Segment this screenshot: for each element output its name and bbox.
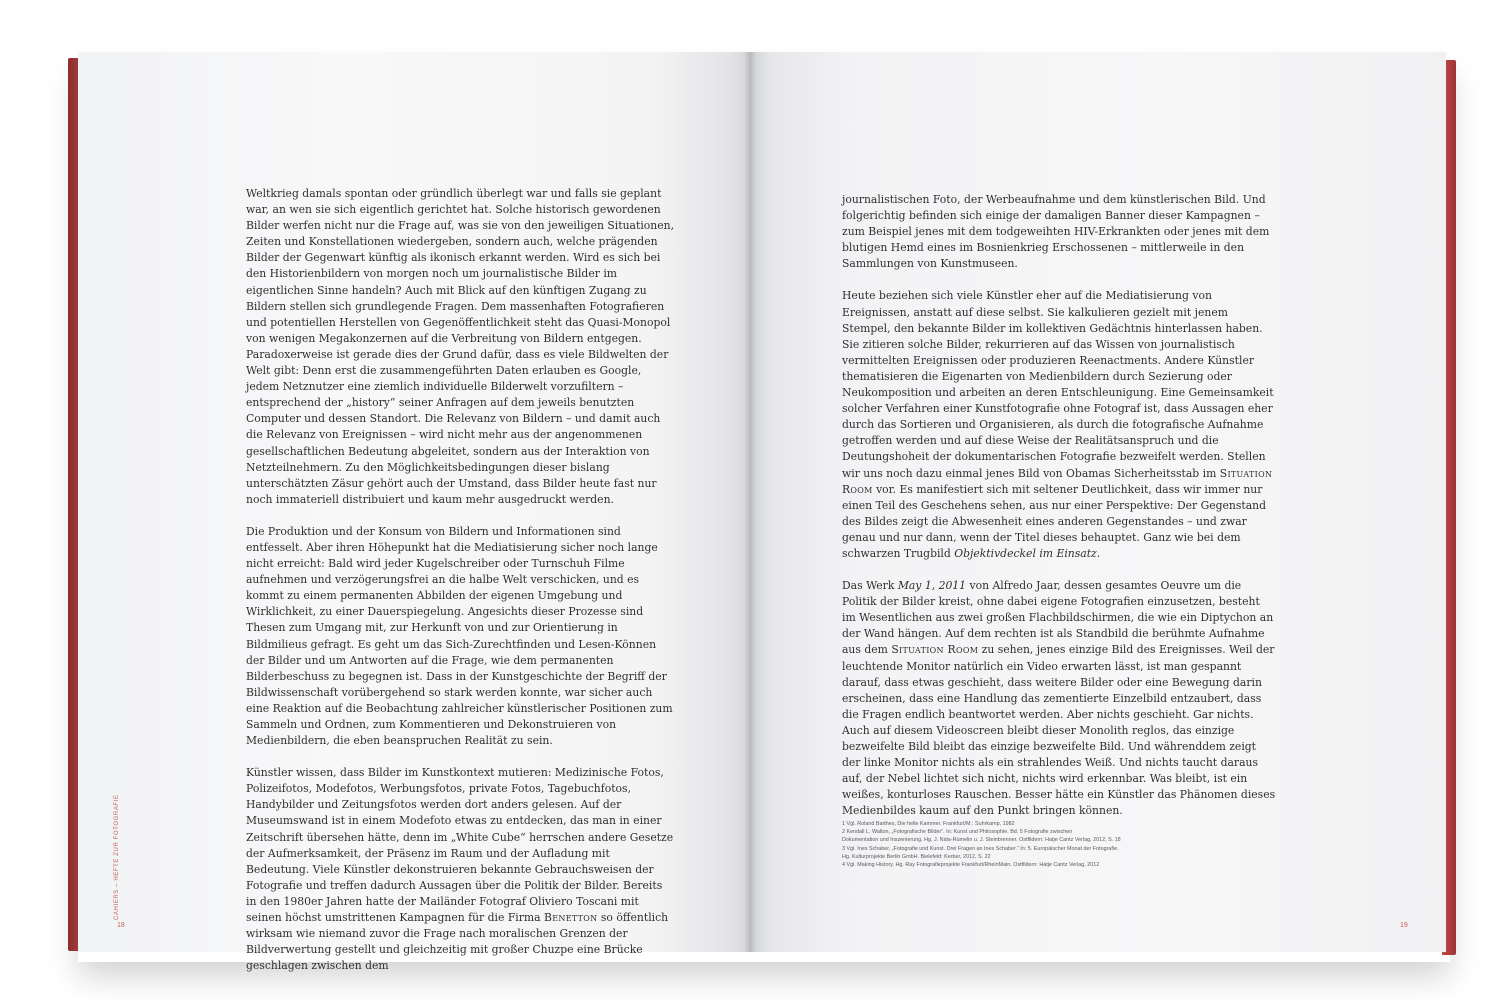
running-head: CAHIERS – HEFTE ZUR FOTOGRAFIE <box>114 794 120 920</box>
right-p2-smallcaps: Situation Room <box>842 466 1273 496</box>
footnote-line: 2 Kendall L. Walton, „Fotografische Bilder“. In: Kunst und Philosophie. Bd. 5 Fotografie zwischen <box>842 829 1073 836</box>
left-p3-text-a: Künstler wissen, dass Bilder im Kunstkontext mutieren: Medizinische Fotos, Polizeifotos, Modefotos, Werbungsfotos, private Fotos, Tagebuchfotos, Handybilder und Zeitungsfotos werden dort anders gelesen. Auf der Museumswand ist in einem Modefoto etwas zu entdecken, das man in einer Zeitschrift übersehen hätte, denn im „White Cube“ herrschen andere Gesetze der Aufmerksamkeit, der Präsenz im Raum und der Aufladung mit Bedeutung. Viele Künstler dekonstruieren bekannte Gebrauchsweisen der Fotografie und treffen dadurch Aussagen über die Politik der Bilder. Bereits in den 1980er Jahren hatte der Mailänder Fotograf Oliviero Toscani mit seinen höchst umstrittenen Kampagnen für die Firma <box>246 766 674 925</box>
right-page-body <box>842 192 1276 835</box>
right-p3-text-c: zu sehen, jenes einzige Bild des Ereignisses. Weil der leuchtende Monitor natürlich ein Video erwarten lässt, ist man gespannt darauf, dass etwas geschieht, dass weitere Bilder oder eine Bewegung darin erscheinen, dass eine Handlung das zementierte Einzelbild entzaubert, dass die Fragen endlich beantwortet werden. Aber nichts geschieht. Gar nichts. Auch auf diesem Videoscreen bleibt dieser Monolith reglos, das einzige bezweifelte Bild bleibt das einzige bezweifelte Bild. Und währenddem zeigt der linke Monitor nichts als ein strahlendes Weiß. Und nichts taucht daraus auf, der Nebel lichtet sich nicht, nichts wird erkennbar. Was bleibt, ist ein weißes, konturloses Rauschen. Besser hätte ein Künstler das Phänomen dieses Medienbildes kaum auf den Punkt bringen können. <box>842 643 1276 818</box>
right-p2-italic: Objektivdeckel im Einsatz <box>954 546 1097 560</box>
right-p2-text-b: vor. Es manifestiert sich mit seltener Deutlichkeit, dass wir immer nur einen Teil des Geschehens sehen, aus nur einer Perspektive: Der Gegenstand des Bildes zeigt die Abwesenheit eines anderen Gegenstandes – und zwar genau und nur dann, wenn der Titel dieses behauptet. Ganz wie bei dem schwarzen Trugbild <box>842 482 1267 560</box>
page-number-left: 18 <box>117 922 125 929</box>
right-paragraph-3 <box>842 578 1276 819</box>
right-p3-text-b: von Alfredo Jaar, dessen gesamtes Oeuvre um die Politik der Bilder kreist, ohne dabei eigene Fotografien einzusetzen, besteht im Wesentlichen aus zwei großen Flachbildschirmen, die wie ein Diptychon an der Wand hängen. Auf dem rechten ist als Standbild die berühmte Aufnahme aus dem <box>842 579 1274 657</box>
footnote-line: 1 Vgl. Roland Barthes, Die helle Kammer. Frankfurt/M.: Suhrkamp, 1982 <box>842 821 1015 827</box>
right-p2-text-a: Heute beziehen sich viele Künstler eher auf die Mediatisierung von Ereignissen, anstatt auf diese selbst. Sie kalkulieren gezielt mit jenem Stempel, den bekannte Bilder im kollektiven Gedächtnis hinterlassen haben. Sie zitieren solche Bilder, rekurrieren auf das Wissen von journalistisch vermittelten Ereignissen oder produzieren Reenactments. Andere Künstler thematisieren die Eigenarten von Medienbildern durch Sezierung oder Neukomposition und arbeiten an deren Entschleunigung. Eine Gemeinsamkeit solcher Verfahren einer Kunstfotografie ohne Fotograf ist, dass Aussagen eher durch das Sortieren und Organisieren, als durch die fotografische Aufnahme getroffen werden und auf diese Weise der Realitätsanspruch und die Deutungshoheit der dokumentarischen Fotografie bezweifelt werden. Stellen wir uns noch dazu einmal jenes Bild von Obamas Sicherheitsstab im <box>842 289 1274 480</box>
footnote-line: 3 Vgl. Ines Schaber, „Fotografie und Kunst. Drei Fragen an Ines Schaber.“ In: 5. Europäischer Monat der Fotografie. <box>842 845 1119 852</box>
right-paragraph-2 <box>842 288 1276 562</box>
footnote-line: 4 Vgl. Making History. Hg. Ray Fotografieprojekte Frankfurt/RheinMain. Ostfildern: Hatje Cantz Verlag, 2012 <box>842 862 1100 869</box>
right-paragraph-1: journalistischen Foto, der Werbeaufnahme und dem künstlerischen Bild. Und folgerichtig befinden sich einige der damaligen Banner dieser Kampagnen – zum Beispiel jenes mit dem todgeweihten HIV-Erkrankten oder jenes mit dem blutigen Hemd eines im Bosnienkrieg Erschossenen – mittlerweile in den Sammlungen von Kunstmuseen. <box>842 193 1270 271</box>
left-page-body <box>246 186 676 990</box>
left-paragraph-3 <box>246 765 676 974</box>
right-p3-text-a: Das Werk <box>842 579 898 593</box>
footnotes <box>842 820 1172 869</box>
left-p3-text-b: so öffentlich wirksam wie niemand zuvor die Frage nach moralischen Grenzen der Bildverwertung gestellt und gleichzeitig mit großer Chuzpe eine Brücke geschlagen zwischen dem <box>246 911 669 973</box>
right-p2-text-c: . <box>1096 546 1101 560</box>
page-number-right: 19 <box>1400 922 1408 929</box>
gutter-shadow <box>744 52 756 952</box>
footnote-line: Dokumentation und Inszenierung. Hg. J. Nida-Rümelin u. J. Steinbrenner. Ostfildern: Hatje Cantz Verlag, 2012, S. 18 <box>842 837 1121 844</box>
left-paragraph-1: Weltkrieg damals spontan oder gründlich überlegt war und falls sie geplant war, an wen sie sich eigentlich gerichtet hat. Solche historisch gewordenen Bilder werfen nicht nur die Frage auf, was sie von den jeweiligen Situationen, Zeiten und Konstellationen wiedergeben, sondern auch, welche prägenden Bilder der Gegenwart künftig als ikonisch erkannt werden. Wird es sich bei den Historienbildern von morgen noch um journalistische Bilder im eigentlichen Sinne handeln? Auch mit Blick auf den künftigen Zugang zu Bildern stellen sich grundlegende Fragen. Dem massenhaften Fotografieren und potentiellen Herstellen von Gegenöffentlichkeit steht das Quasi-Monopol von wenigen Megakonzernen auf die Verbreitung von Bildern entgegen. Paradoxerweise ist gerade dies der Grund dafür, dass es viele Bildwelten der Welt gibt: Denn erst die zusammengeführten Daten erlauben es Google, jedem Netznutzer eine ziemlich individuelle Bilderwelt vorzufiltern – entsprechend der „history“ seiner Anfragen auf dem jeweils benutzten Computer und dessen Standort. Die Relevanz von Bildern – und damit auch die Relevanz von Ereignissen – wird nicht mehr aus der angenommenen gesellschaftlichen Bedeutung abgeleitet, sondern aus der Interaktion von Netzteilnehmern. Zu den Möglichkeitsbedingungen dieser bislang unterschätzten Zäsur gehört auch der Umstand, dass Bilder heute fast nur noch immateriell distribuiert und kaum mehr ausgedruckt werden. <box>246 187 675 506</box>
right-p3-smallcaps: Situation Room <box>891 643 979 657</box>
left-p3-smallcaps: Benetton <box>544 911 598 925</box>
left-paragraph-2: Die Produktion und der Konsum von Bildern und Informationen sind entfesselt. Aber ihren Höhepunkt hat die Mediatisierung sicher noch lange nicht erreicht: Bald wird jeder Kugelschreiber oder Turnschuh Filme aufnehmen und verzögerungsfrei an die halbe Welt verschicken, und es kommt zu einem permanenten Abbilden der eigenen Umgebung und Wirklichkeit, zu einer Dauerspiegelung. Angesichts dieser Prozesse sind Thesen zum Umgang mit, zur Herkunft von und zur Orientierung in Bildmilieus gefragt. Es geht um das Sich-Zurechtfinden und Lesen-Können der Bilder und um Antworten auf die Frage, wie dem permanenten Bilderbeschuss zu begegnen ist. Dass in der Kunstgeschichte der Begriff der Bildwissenschaft vorübergehend so stark werden konnte, war sicher auch eine Reaktion auf die Beobachtung zahlreicher künstlerischer Positionen zum Sammeln und Ordnen, zum Kommentieren und Dekonstruieren von Medienbildern, die eben beanspruchen Realität zu sein. <box>246 524 673 748</box>
footnote-line: Hg. Kulturprojekte Berlin GmbH. Bielefeld: Kerber, 2012, S. 22 <box>842 853 991 860</box>
right-p3-italic: May 1, 2011 <box>897 579 967 593</box>
